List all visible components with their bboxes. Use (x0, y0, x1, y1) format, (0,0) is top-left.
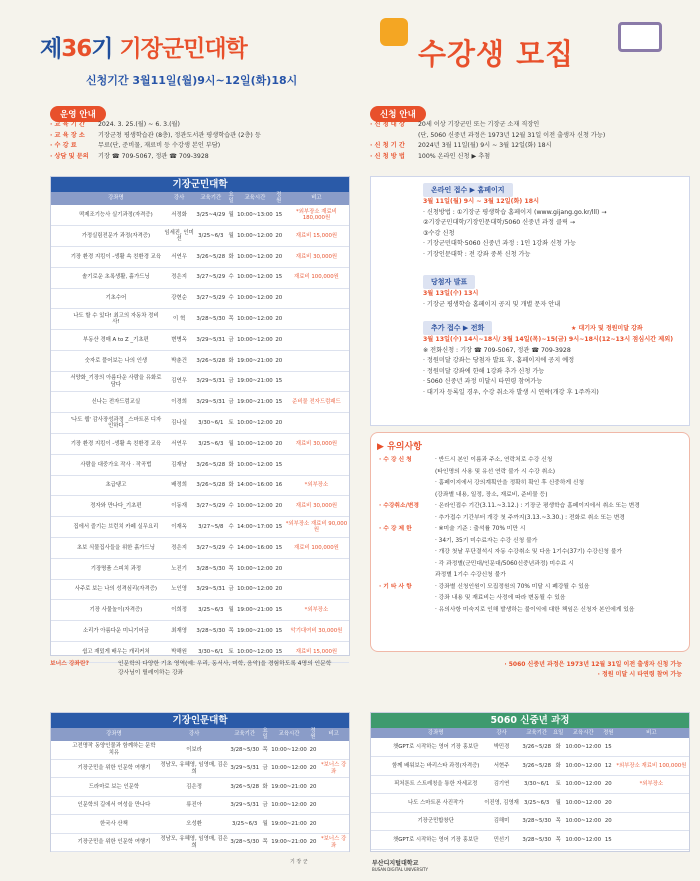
inmun-table-box (50, 712, 350, 852)
info-row: · 수 강 제 한 · ※미술 기준 : 출석률 70% 미만 시 (379, 526, 526, 532)
info-row: · 수 강 료 무료(단, 준비물, 재료비 등 수강생 본인 부담) (50, 142, 221, 149)
apply-pill: 신청 안내 (370, 106, 426, 122)
table-row: 한국사 산책 오성환 3/25~6/3 월 19:00~21:00 20 (51, 815, 349, 834)
caution-text (379, 455, 687, 616)
column-header: 강사 (163, 192, 196, 205)
column-header: 요일 (553, 728, 564, 738)
table-row: 챗GPT로 시작하는 영어 기장 홍보단 박민경 3/26~5/28 화 10:00~12:00 15 (371, 738, 689, 757)
text-line: ③수강 신청 (423, 229, 455, 237)
table-row: 부동산 경매 A to Z _기초편 변병옥 3/29~5/31 금 10:00~12:00 20 (51, 330, 349, 351)
info-row: · 개강 첫날 무단결석시 자동 수강취소 및 다음 1기수(37기) 수강신청 불가 (435, 549, 623, 555)
text-line: · 정원미달 강좌는 당첨자 발표 후, 홈페이지에 공지 예정 (423, 357, 575, 364)
table-row: 집에서 즐기는 브런치 카페 실무요리 이재옥 3/27~5/8 수 14:00~17:00 15 *외부장소 재료비 90,000원 (51, 517, 349, 538)
info-row: · 강좌 내용 및 재료비는 사정에 따라 변동될 수 있음 (435, 595, 566, 601)
apply-info (370, 120, 690, 162)
apply-detail-box (370, 176, 690, 426)
table-row: 인문학의 길에서 여성을 만나다 류진아 3/29~5/31 금 10:00~12:00 20 (51, 796, 349, 815)
table-row: 초급탱고 배정희 3/26~5/28 화 14:00~16:00 16 *외부장소 (51, 475, 349, 496)
laptop-icon (618, 22, 662, 52)
header-title: 제36기 기장군민대학 (40, 36, 247, 62)
text-line: ②기장군민대학/기장인문대학/5060 신중년 과정 클릭 → (423, 219, 576, 226)
table-row: 기장 사물놀이(자격증) 이희정 3/25~6/3 월 19:00~21:00 15 *외부장소 (51, 600, 349, 621)
text-line: 3월 13일(수) 14시~18시/ 3월 14일(목)~15(금) 9시~18시(12~13시 점심시간 제외) (423, 336, 674, 343)
bonus-text: 인문학의 다양한 기초 영역(예: 우리, 동서사, 미학, 음악)을 경험하도록 4명의 인문학 강사님이 릴레이하는 강좌 (118, 661, 332, 676)
column-header: 교육기간 (521, 728, 553, 738)
table-row: 픽처톤트 스트레칭을 통한 자세교정 김기연 3/30~6/1 토 10:00~12:00 20 *외부장소 (371, 775, 689, 794)
column-header: 강사 (159, 728, 229, 741)
bonus-box (50, 660, 350, 686)
column-header: 비고 (318, 728, 349, 741)
table-row: 신나는 전자드럼교실 이경희 3/29~5/31 금 19:00~21:00 15 준비물 전자드럼패드 (51, 392, 349, 413)
column-header: 요일 (260, 728, 270, 741)
info-row: · 홈페이지에서 강의계획안을 정확히 확인 후 신중하게 신청 (435, 480, 585, 486)
info-row: (타인명의 사용 및 유선 연락 불가 시 수강 취소) (435, 468, 556, 475)
table-row: 사람을 대중가요 작사 · 작곡법 김재남 3/26~5/28 화 10:00~12:00 15 (51, 454, 349, 475)
online-text (423, 197, 687, 260)
table-row: 소리가 아름다운 미니기어금 최재영 3/28~5/30 목 19:00~21:00 15 악기대여비 30,000원 (51, 621, 349, 642)
info-row: · 수강취소/변경 · 온라인접수 기간(3.11.~3.12.) : 기장군 평생학습 홈페이지에서 취소 또는 변경 (379, 503, 640, 509)
gunmin-table-box (50, 176, 350, 656)
table-row: 나도 할 수 있다! 최고의 자동차 정비사! 이 혁 3/28~5/30 목 10:00~12:00 20 (51, 309, 349, 330)
caution-title: ▶ 유의사항 (377, 442, 422, 452)
text-line: · 기장인문대학 : 전 강좌 중복 신청 가능 (423, 250, 531, 258)
table-row: 사주로 보는 나의 성격심리(자격증) 노인영 3/29~5/31 금 10:00~12:00 20 (51, 579, 349, 600)
extra-text (423, 335, 687, 398)
info-row: · 각 과정별(군민대/인문대/5060신중년과정) 미수료 시 (435, 560, 574, 567)
extra-label: 추가 접수 ▶ 전화 (423, 321, 492, 335)
column-header: 교육시간 (564, 728, 603, 738)
table-row: 서양화_기장의 아름다운 사람을 유화로 담다 김연우 3/29~5/31 금 19:00~21:00 15 (51, 371, 349, 392)
column-header: 교육시간 (270, 728, 308, 741)
text-line: · 기장군 평생학습 홈페이지 공지 및 개별 문자 안내 (423, 300, 561, 308)
table-row: 기장 환경 지킴이 -생활 속 친환경 교육 서연우 3/25~6/3 월 10:00~12:00 20 재료비 30,000원 (51, 434, 349, 455)
table-row: 기장군민을 위한 인문학 여행기 정남모, 유혜영, 임영매, 김은희 3/29~5/31 금 10:00~12:00 20 *보너스 강좌 (51, 759, 349, 778)
sinjung-title: 5060 신중년 과정 (371, 713, 689, 728)
column-header: 요일 (226, 192, 236, 205)
info-row: 과정별 1기수 수강신청 불가 (435, 572, 506, 578)
table-row: 정자와 만나다_기초편 이동재 3/27~5/29 수 10:00~12:00 20 재료비 30,000원 (51, 496, 349, 517)
table-row: 고전명작 동양인물과 함께하는 문학치유 이보라 3/28~5/30 목 10:00~12:00 20 (51, 741, 349, 760)
table-row: 챗GPT로 시작하는 영어 기장 홍보단 민선기 3/28~5/30 목 10:00~12:00 15 (371, 831, 689, 850)
column-header: 교육기간 (195, 192, 226, 205)
info-row: (단, 5060 신중년 과정은 1973년 12월 31일 이전 출생자 신청 가능) (418, 131, 606, 139)
info-row: · 상담 및 문의 기장 ☎ 709-5067, 정관 ☎ 709-3928 (50, 152, 209, 160)
info-row: (강좌별 내용, 일정, 장소, 재료비, 준비물 등) (435, 491, 548, 498)
table-row: 함께 배워보는 바리스타 과정(자격증) 서현주 3/26~5/28 화 10:00~12:00 12 *외부장소 재료비 100,000원 (371, 757, 689, 776)
header-period: 신청기간 3월11일(월)9시~12일(화)18시 (86, 74, 298, 87)
table-row: 나도 스마트폰 사진작가 이진영, 김영재 3/25~6/3 월 10:00~12:00 20 (371, 794, 689, 813)
text-line: ※ 전화신청 : 기장 ☎ 709-5067, 정관 ☎ 709-3928 (423, 346, 571, 354)
gunmin-table (51, 192, 349, 663)
bdu-logo: 부산디지털대학교 BUSAN DIGITAL UNIVERSITY (372, 860, 428, 872)
operation-info (50, 120, 350, 162)
info-row: · 34기, 35기 미수료자는 수강 신청 불가 (435, 537, 538, 544)
megaphone-icon (380, 18, 408, 46)
info-row: · 교 육 장 소 기장군청 평생학습관 (8층), 정관도서관 평생학습관 (2층) 등 (50, 131, 261, 139)
text-line: · 신청방법 : ①기장군 평생학습 홈페이지 (www.gijang.go.kr/lll) → (423, 208, 607, 216)
column-header: 강좌명 (69, 728, 159, 741)
column-header: 정원 (603, 728, 614, 738)
column-header: 강사 (482, 728, 520, 738)
table-row: 기장 환경 지킴이 -생활 속 친환경 교육 서연우 3/26~5/28 화 10:00~12:00 20 재료비 30,000원 (51, 246, 349, 267)
table-row: 쉽고 재밌게 배우는 캐리커처 박해원 3/30~6/1 토 10:00~12:00 15 재료비 15,000원 (51, 642, 349, 663)
text-line: 3월 11일(월) 9시 ~ 3월 12일(화) 18시 (423, 198, 539, 205)
gijang-logo: 기 장 군 (290, 859, 308, 865)
info-row: · 수 강 신 청 · 반드시 본인 이름과 주소, 연락처로 수강 신청 (379, 457, 553, 463)
caution-box (370, 432, 690, 652)
text-line: · 5060 신중년 과정 미달시 타연령 참여가능 (423, 378, 543, 385)
info-row: · 기 타 사 항 · 강좌별 신청인원이 모집정원의 70% 미달 시 폐강될 수 있음 (379, 583, 590, 590)
column-header: 교육기간 (229, 728, 260, 741)
column-header: 강좌명 (389, 728, 482, 738)
table-row: 숫자로 풀어보는 나의 인생 박춘건 3/26~5/28 화 19:00~21:00 20 (51, 350, 349, 371)
table-row: 초보 식물집사들을 위한 흙가드닝 정은지 3/27~5/29 수 14:00~16:00 15 재료비 100,000원 (51, 538, 349, 559)
inmun-title: 기장인문대학 (51, 713, 349, 728)
bonus-label: 보너스 강좌란? (50, 661, 89, 667)
table-row: '나도 웹' 감사장성과정 _스마트폰 디자인하다 김나실 3/30~6/1 토 10:00~12:00 20 (51, 413, 349, 434)
recruit-title: 수강생 모집 (418, 37, 575, 71)
winner-label: 당첨자 발표 (423, 275, 475, 289)
text-line: 3월 13일(수) 13시 (423, 290, 479, 297)
column-header: 비고 (284, 192, 349, 205)
text-line: · 대기자 등록일 경우, 수강 취소자 발생 시 연락(개강 후 1주까지) (423, 388, 599, 396)
table-row: 기장명품 스피치 과정 노진기 3/28~5/30 목 10:00~12:00 20 (51, 558, 349, 579)
gunmin-title: 기장군민대학 (51, 177, 349, 192)
table-row: 드라마로 보는 인문학 김은정 3/26~5/28 화 19:00~21:00 20 (51, 778, 349, 797)
sinjung-table (371, 728, 689, 850)
operation-pill: 운영 안내 (50, 106, 106, 122)
column-header: 비고 (614, 728, 689, 738)
text-line: · 정원미달 강좌에 한해 1강좌 추가 신청 가능 (423, 367, 545, 375)
online-label: 온라인 접수 ▶ 홈페이지 (423, 183, 513, 197)
column-header: 정원 (308, 728, 318, 741)
column-header: 강좌명 (69, 192, 163, 205)
table-row: 떡제조기능사 실기과정(자격증) 서정화 3/25~4/29 월 10:00~13:00 15 *외부장소 재료비 180,000원 (51, 205, 349, 226)
table-row: 기초수어 강현순 3/27~5/29 수 10:00~12:00 20 (51, 288, 349, 309)
info-row: · 추가접수 기간부터 개강 첫 주까지(3.13.~3.30.) : 전화로 취소 또는 변경 (435, 514, 625, 521)
table-row: 기장군민을 위한 인문학 여행기 정남모, 유혜영, 임영매, 김은희 3/28~5/30 목 19:00~21:00 20 *보너스 강좌 (51, 833, 349, 852)
table-row: 기장군민합창단 김해미 3/28~5/30 목 10:00~12:00 20 (371, 812, 689, 831)
info-row: · 신 청 기 간 2024년 3월 11일(월) 9시 ~ 3월 12일(화) 18시 (370, 142, 552, 149)
caution-footnote: · 5060 신중년 과정은 1973년 12월 31일 이전 출생자 신청 가능 · 정원 미달 시 타연령 참여 가능 (504, 661, 682, 678)
column-header: 교육시간 (236, 192, 274, 205)
info-row: · 유의사항 미숙지로 인해 발생하는 불이익에 대한 책임은 신청자 본인에게 있음 (435, 606, 635, 613)
sinjung-table-box (370, 712, 690, 852)
table-row: 가정실림전문가 과정(자격증) 임세진, 인미선 3/25~6/3 월 10:00~12:00 20 재료비 15,000원 (51, 226, 349, 247)
info-row: · 신 청 방 법 100% 온라인 신청 ▶ 추첨 (370, 152, 491, 160)
info-row: · 신 청 대 상 20세 이상 기장군민 또는 기장군 소재 직장인 (370, 121, 540, 128)
inmun-table (51, 728, 349, 852)
info-row: · 교 육 기 간 2024. 3. 25.(월) ~ 6. 3.(월) (50, 121, 180, 128)
table-row: 솔기로운 초록생활, 흙가드닝 정은지 3/27~5/29 수 10:00~12:00 15 재료비 100,000원 (51, 267, 349, 288)
column-header: 정원 (274, 192, 284, 205)
text-line: · 기장군민대학·5060 신중년 과정 : 1인 1강좌 신청 가능 (423, 240, 576, 247)
winner-text (423, 289, 687, 310)
extra-note: ★ 대기자 및 정원미달 강좌 (571, 325, 643, 332)
